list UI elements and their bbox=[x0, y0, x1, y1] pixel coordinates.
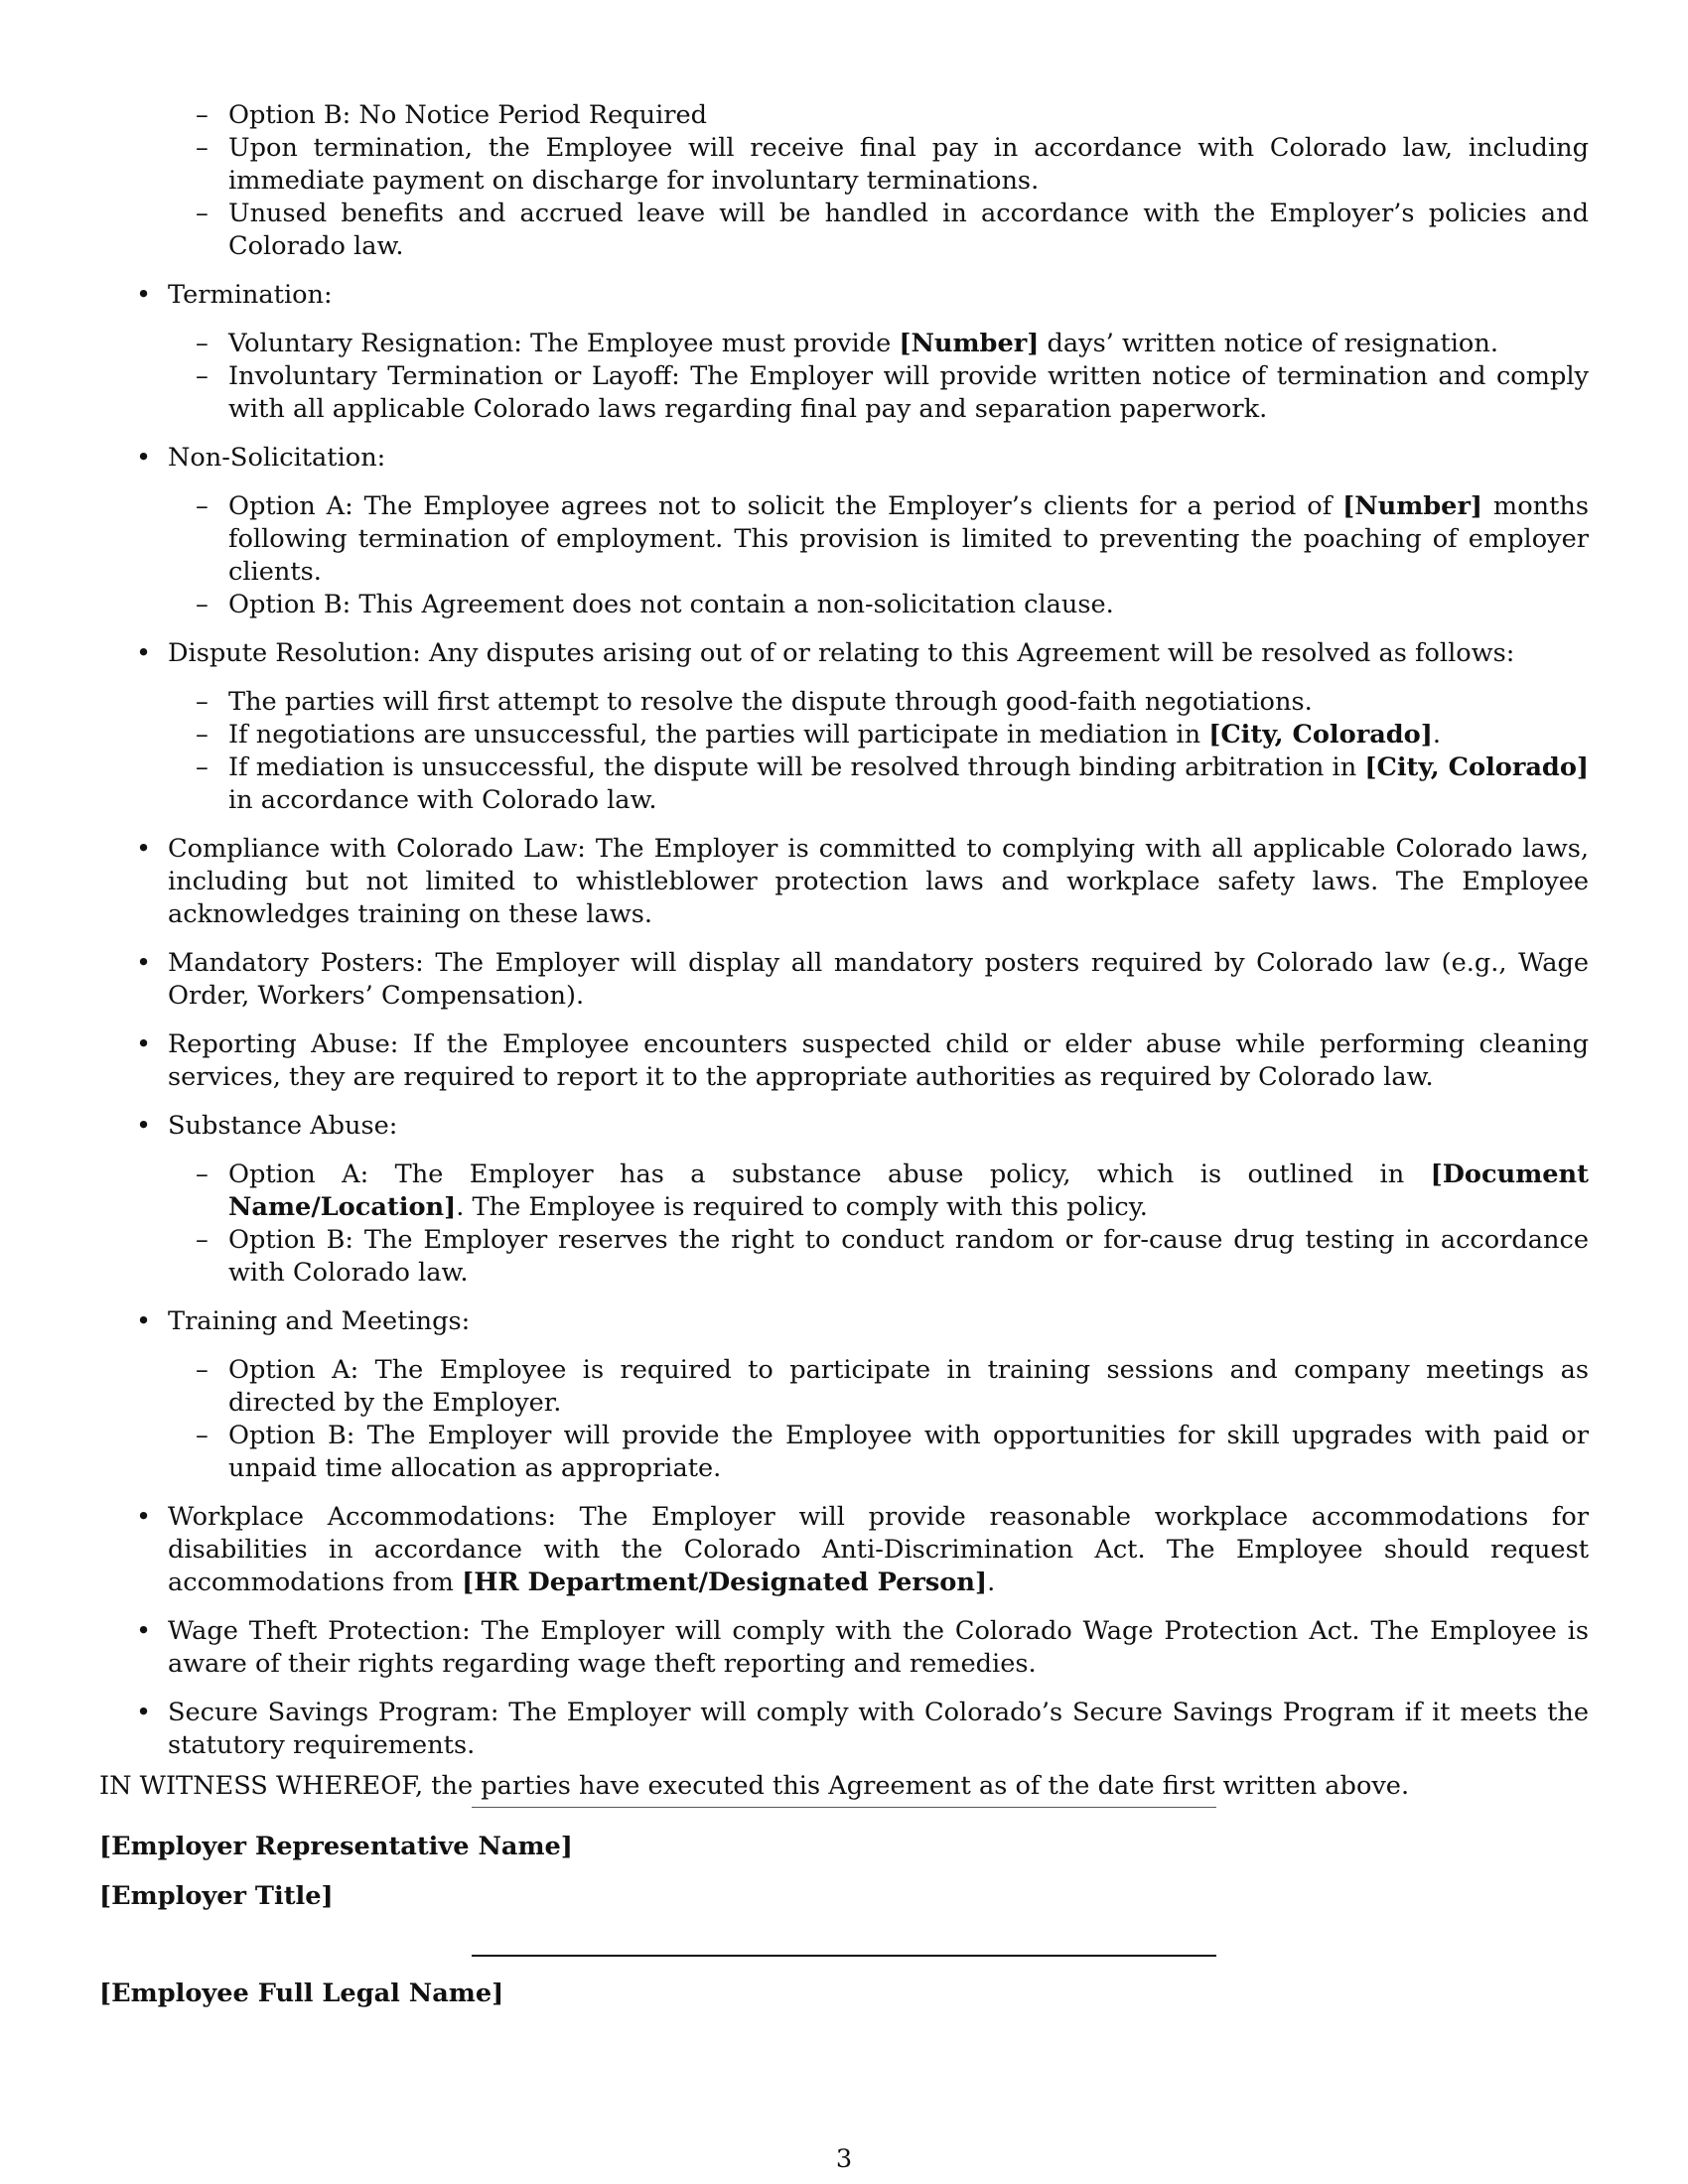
clause-heading: Dispute Resolution: Any disputes arising out of or relating to this Agreement will be resolved as follows: bbox=[168, 638, 1515, 668]
list-item: – Upon termination, the Employee will receive final pay in accordance with Colorado law, including immediate payment on discharge for involuntary terminations. bbox=[196, 133, 1589, 196]
list-item: – Involuntary Termination or Layoff: The Employer will provide written notice of termination and comply with all applicable Colorado laws regarding final pay and separation paperwork. bbox=[196, 361, 1589, 424]
placeholder-field: [HR Department/Designated Person] bbox=[462, 1568, 988, 1597]
training-clause: • Training and Meetings: – Option A: The Employee is required to participate in training sessions and company meetings as directed by the Employer. – Option B: The Employer will provide the Employee with opportunities for skill upgrades with paid or unpaid time allocation as appropriate. bbox=[136, 1306, 1589, 1483]
reporting-abuse-clause: • Reporting Abuse: If the Employee encounters suspected child or elder abuse while performing cleaning services, they are required to report it to the appropriate authorities as required by Colorado law. bbox=[136, 1029, 1589, 1092]
clause-heading: Termination: bbox=[168, 280, 333, 310]
list-item: – The parties will first attempt to resolve the dispute through good-faith negotiations. bbox=[196, 687, 1313, 717]
clause-heading: Training and Meetings: bbox=[168, 1306, 471, 1336]
employee-full-legal-name: [Employee Full Legal Name] bbox=[99, 1979, 504, 2008]
posters-clause: • Mandatory Posters: The Employer will display all mandatory posters required by Colorado law (e.g., Wage Order, Workers’ Compensation). bbox=[136, 948, 1589, 1011]
employer-title: [Employer Title] bbox=[99, 1881, 334, 1911]
termination-clause: • Termination: – Voluntary Resignation: The Employee must provide [Number] days’ written notice of resignation. – Involuntary Termination or Layoff: The Employer will provide written notice of termination and comply with all applicable Colorado laws regarding final pay and separation paperwork. bbox=[136, 280, 1589, 424]
accommodations-clause: • Workplace Accommodations: The Employer will provide reasonable workplace accommodations for disabilities in accordance with the Colorado Anti-Discrimination Act. The Employee should request accommodations from [HR Department/Designated Person]. bbox=[136, 1502, 1589, 1597]
list-item: – If mediation is unsuccessful, the dispute will be resolved through binding arbitration in [City, Colorado] in accordance with Colorado law. bbox=[196, 752, 1590, 815]
substance-abuse-clause: • Substance Abuse: – Option A: The Employer has a substance abuse policy, which is outlined in [Document Name/Location]. The Employee is required to comply with this policy. – Option B: The Employer reserves the right to conduct random or for-cause drug testing in accordance with Colorado law. bbox=[136, 1111, 1589, 1288]
list-item: – Option A: The Employee agrees not to solicit the Employer’s clients for a period of [Number] months following termination of employment. This provision is limited to preventing the poaching of employer clients. bbox=[196, 491, 1589, 587]
list-item: – Option B: No Notice Period Required bbox=[196, 100, 708, 130]
placeholder-field: [City, Colorado] bbox=[1364, 752, 1590, 782]
wage-theft-clause: • Wage Theft Protection: The Employer will comply with the Colorado Wage Protection Act. The Employee is aware of their rights regarding wage theft reporting and remedies. bbox=[136, 1616, 1589, 1679]
placeholder-field: [Number] bbox=[899, 329, 1040, 358]
employer-signature-line bbox=[472, 1807, 1216, 1808]
page-number: 3 bbox=[835, 2144, 853, 2174]
document-page bbox=[99, 99, 1589, 1803]
placeholder-field: [Number] bbox=[1342, 491, 1483, 521]
list-item: – Unused benefits and accrued leave will be handled in accordance with the Employer’s policies and Colorado law. bbox=[196, 199, 1589, 261]
placeholder-field: [Document Name/Location] bbox=[228, 1160, 1589, 1222]
list-item: – Option A: The Employee is required to participate in training sessions and company meetings as directed by the Employer. bbox=[196, 1355, 1589, 1418]
list-item: – Option B: The Employer reserves the right to conduct random or for-cause drug testing in accordance with Colorado law. bbox=[196, 1225, 1589, 1288]
clause-heading: Non-Solicitation: bbox=[168, 443, 386, 473]
list-item: – Option A: The Employer has a substance abuse policy, which is outlined in [Document Name/Location]. The Employee is required to comply with this policy. bbox=[196, 1160, 1589, 1222]
list-item: – Voluntary Resignation: The Employee must provide [Number] days’ written notice of resignation. bbox=[196, 329, 1498, 358]
employer-representative-name: [Employer Representative Name] bbox=[99, 1832, 573, 1861]
employee-signature-line bbox=[472, 1955, 1216, 1957]
placeholder-field: [City, Colorado] bbox=[1208, 720, 1433, 750]
non-solicitation-clause: • Non-Solicitation: – Option A: The Employee agrees not to solicit the Employer’s clients for a period of [Number] months following termination of employment. This provision is limited to preventing the poaching of employer clients. – Option B: This Agreement does not contain a non-solicitation clause. bbox=[136, 443, 1589, 619]
list-item: – If negotiations are unsuccessful, the parties will participate in mediation in [City, Colorado]. bbox=[196, 720, 1441, 750]
witness-statement: IN WITNESS WHEREOF, the parties have executed this Agreement as of the date first written above. bbox=[99, 1771, 1410, 1801]
secure-savings-clause: • Secure Savings Program: The Employer will comply with Colorado’s Secure Savings Program if it meets the statutory requirements. bbox=[136, 1698, 1589, 1760]
clause-list bbox=[99, 99, 1589, 1762]
list-item: – Option B: The Employer will provide the Employee with opportunities for skill upgrades with paid or unpaid time allocation as appropriate. bbox=[196, 1421, 1589, 1483]
list-item: – Option B: This Agreement does not contain a non-solicitation clause. bbox=[196, 590, 1114, 619]
clause-heading: Substance Abuse: bbox=[168, 1111, 398, 1141]
continued-item bbox=[99, 99, 1589, 263]
compliance-clause: • Compliance with Colorado Law: The Employer is committed to complying with all applicable Colorado laws, including but not limited to whistleblower protection laws and workplace safety laws. The Employee acknowledges training on these laws. bbox=[136, 834, 1589, 929]
notice-options bbox=[168, 99, 1589, 263]
dispute-resolution-clause: • Dispute Resolution: Any disputes arising out of or relating to this Agreement will be resolved as follows: – The parties will first attempt to resolve the dispute through good-faith negotiations. – If negotiations are unsuccessful, the parties will participate in mediation in [City, Colorado]. – If mediation is unsuccessful, the dispute will be resolved through binding arbitration in [City, Colorado] in accordance with Colorado law. bbox=[136, 638, 1590, 815]
